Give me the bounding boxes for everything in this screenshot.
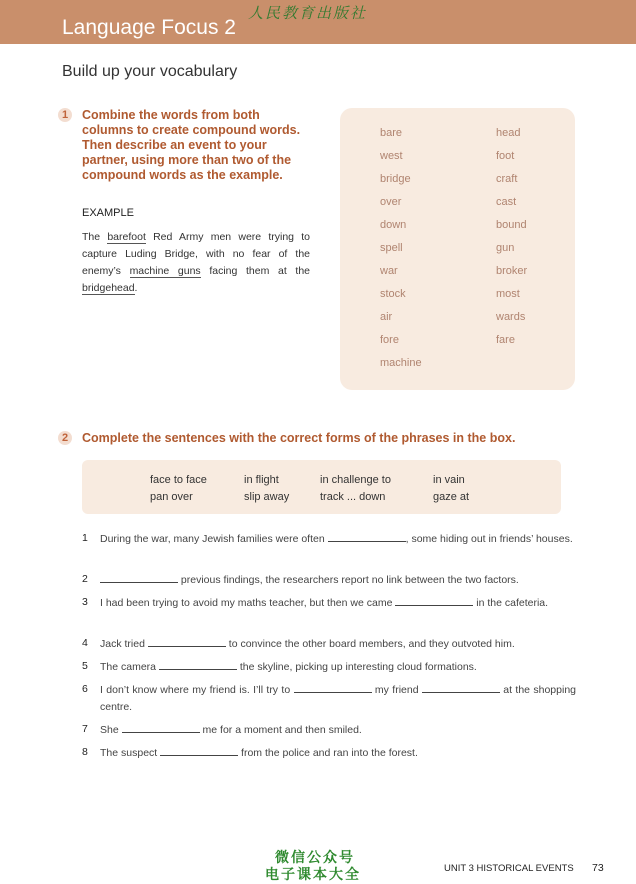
wechat-watermark-line1: 微信公众号 — [275, 850, 355, 866]
word-item: fare — [496, 334, 515, 346]
publisher-watermark: 人民教育出版社 — [248, 4, 368, 22]
wechat-watermark-line2: 电子课本大全 — [265, 867, 361, 883]
sentence-text: She me for a moment and then smiled. — [100, 724, 362, 736]
instruction-line: partner, using more than two of the — [82, 153, 292, 167]
instruction-line: Combine the words from both — [82, 108, 260, 122]
sentence-number: 4 — [82, 637, 88, 649]
word-item: stock — [380, 288, 406, 300]
word-item: war — [380, 265, 398, 277]
word-item: bound — [496, 219, 527, 231]
sentence-text: I had been trying to avoid my maths teacher, but then we came in the cafeteria. — [100, 597, 549, 609]
sentence-number: 8 — [82, 746, 88, 758]
word-item: machine — [380, 357, 422, 369]
word-item: over — [380, 196, 402, 208]
footer-unit-label: UNIT 3 HISTORICAL EVENTS — [444, 863, 574, 874]
answer-blank[interactable] — [422, 682, 500, 693]
sentence-text: Jack tried to convince the other board members, and they outvoted him. — [100, 638, 515, 650]
sentence-text: During the war, many Jewish families were often , some hiding out in friends’ houses. — [100, 533, 573, 545]
answer-blank[interactable] — [160, 745, 238, 756]
example-label: EXAMPLE — [82, 207, 134, 219]
sentence-number: 2 — [82, 573, 88, 585]
sentence-text: The suspect from the police and ran into the forest. — [100, 747, 418, 759]
answer-blank[interactable] — [122, 722, 200, 733]
sentence-number: 3 — [82, 596, 88, 608]
phrase-item: in challenge to — [320, 474, 391, 486]
answer-blank[interactable] — [294, 682, 372, 693]
word-item: foot — [496, 150, 515, 162]
instruction-line: compound words as the example. — [82, 168, 283, 182]
exercise-1-number: 1 — [58, 108, 72, 122]
phrase-item: in vain — [433, 474, 465, 486]
word-item: west — [380, 150, 403, 162]
phrase-item: pan over — [150, 491, 193, 503]
page-title: Language Focus 2 — [62, 16, 236, 39]
underlined-word: barefoot — [107, 231, 146, 243]
word-item: head — [496, 127, 521, 139]
word-item: spell — [380, 242, 403, 254]
phrase-item: in flight — [244, 474, 279, 486]
word-item: down — [380, 219, 407, 231]
underlined-word: bridgehead — [82, 282, 135, 294]
exercise-2-instruction: Complete the sentences with the correct forms of the phrases in the box. — [82, 431, 516, 445]
section-title: Build up your vocabulary — [62, 63, 238, 80]
sentence-number: 5 — [82, 660, 88, 672]
sentence-text: The camera the skyline, picking up interesting cloud formations. — [100, 661, 477, 673]
word-column-right — [496, 127, 527, 357]
sentence-number: 6 — [82, 683, 88, 695]
word-item: bare — [380, 127, 403, 139]
instruction-line: columns to create compound words. — [82, 123, 301, 137]
instruction-line: Then describe an event to your — [82, 138, 267, 152]
answer-blank[interactable] — [395, 595, 473, 606]
phrase-item: gaze at — [433, 491, 470, 503]
word-item: most — [496, 288, 520, 300]
sentence-number: 1 — [82, 532, 88, 544]
word-item: bridge — [380, 173, 411, 185]
answer-blank[interactable] — [148, 636, 226, 647]
example-paragraph: The barefoot Red Army men were trying to capture Luding Bridge, with no fear of the enemy’s machine guns facing them at the bridgehead. — [82, 231, 310, 294]
exercise-2-number: 2 — [58, 431, 72, 445]
word-item: air — [380, 311, 393, 323]
underlined-word: machine guns — [129, 265, 201, 277]
word-item: craft — [496, 173, 518, 185]
phrase-box — [82, 460, 561, 514]
sentence-text: previous findings, the researchers report no link between the two factors. — [100, 572, 576, 589]
word-item: broker — [496, 265, 528, 277]
exercise-1-instruction — [82, 108, 300, 183]
phrase-item: track ... down — [320, 491, 386, 503]
phrase-item: face to face — [150, 474, 207, 486]
word-item: gun — [496, 242, 515, 254]
answer-blank[interactable] — [328, 531, 406, 542]
sentence-number: 7 — [82, 723, 88, 735]
word-item: wards — [496, 311, 526, 323]
word-item: fore — [380, 334, 399, 346]
word-item: cast — [496, 196, 517, 208]
word-box — [340, 108, 575, 390]
page-number: 73 — [592, 862, 604, 874]
answer-blank[interactable] — [159, 659, 237, 670]
sentence-text: I don’t know where my friend is. I’ll try to my friend at the shopping centre. — [100, 684, 576, 713]
phrase-item: slip away — [244, 491, 290, 503]
word-column-left — [380, 127, 422, 380]
answer-blank[interactable] — [100, 572, 178, 583]
